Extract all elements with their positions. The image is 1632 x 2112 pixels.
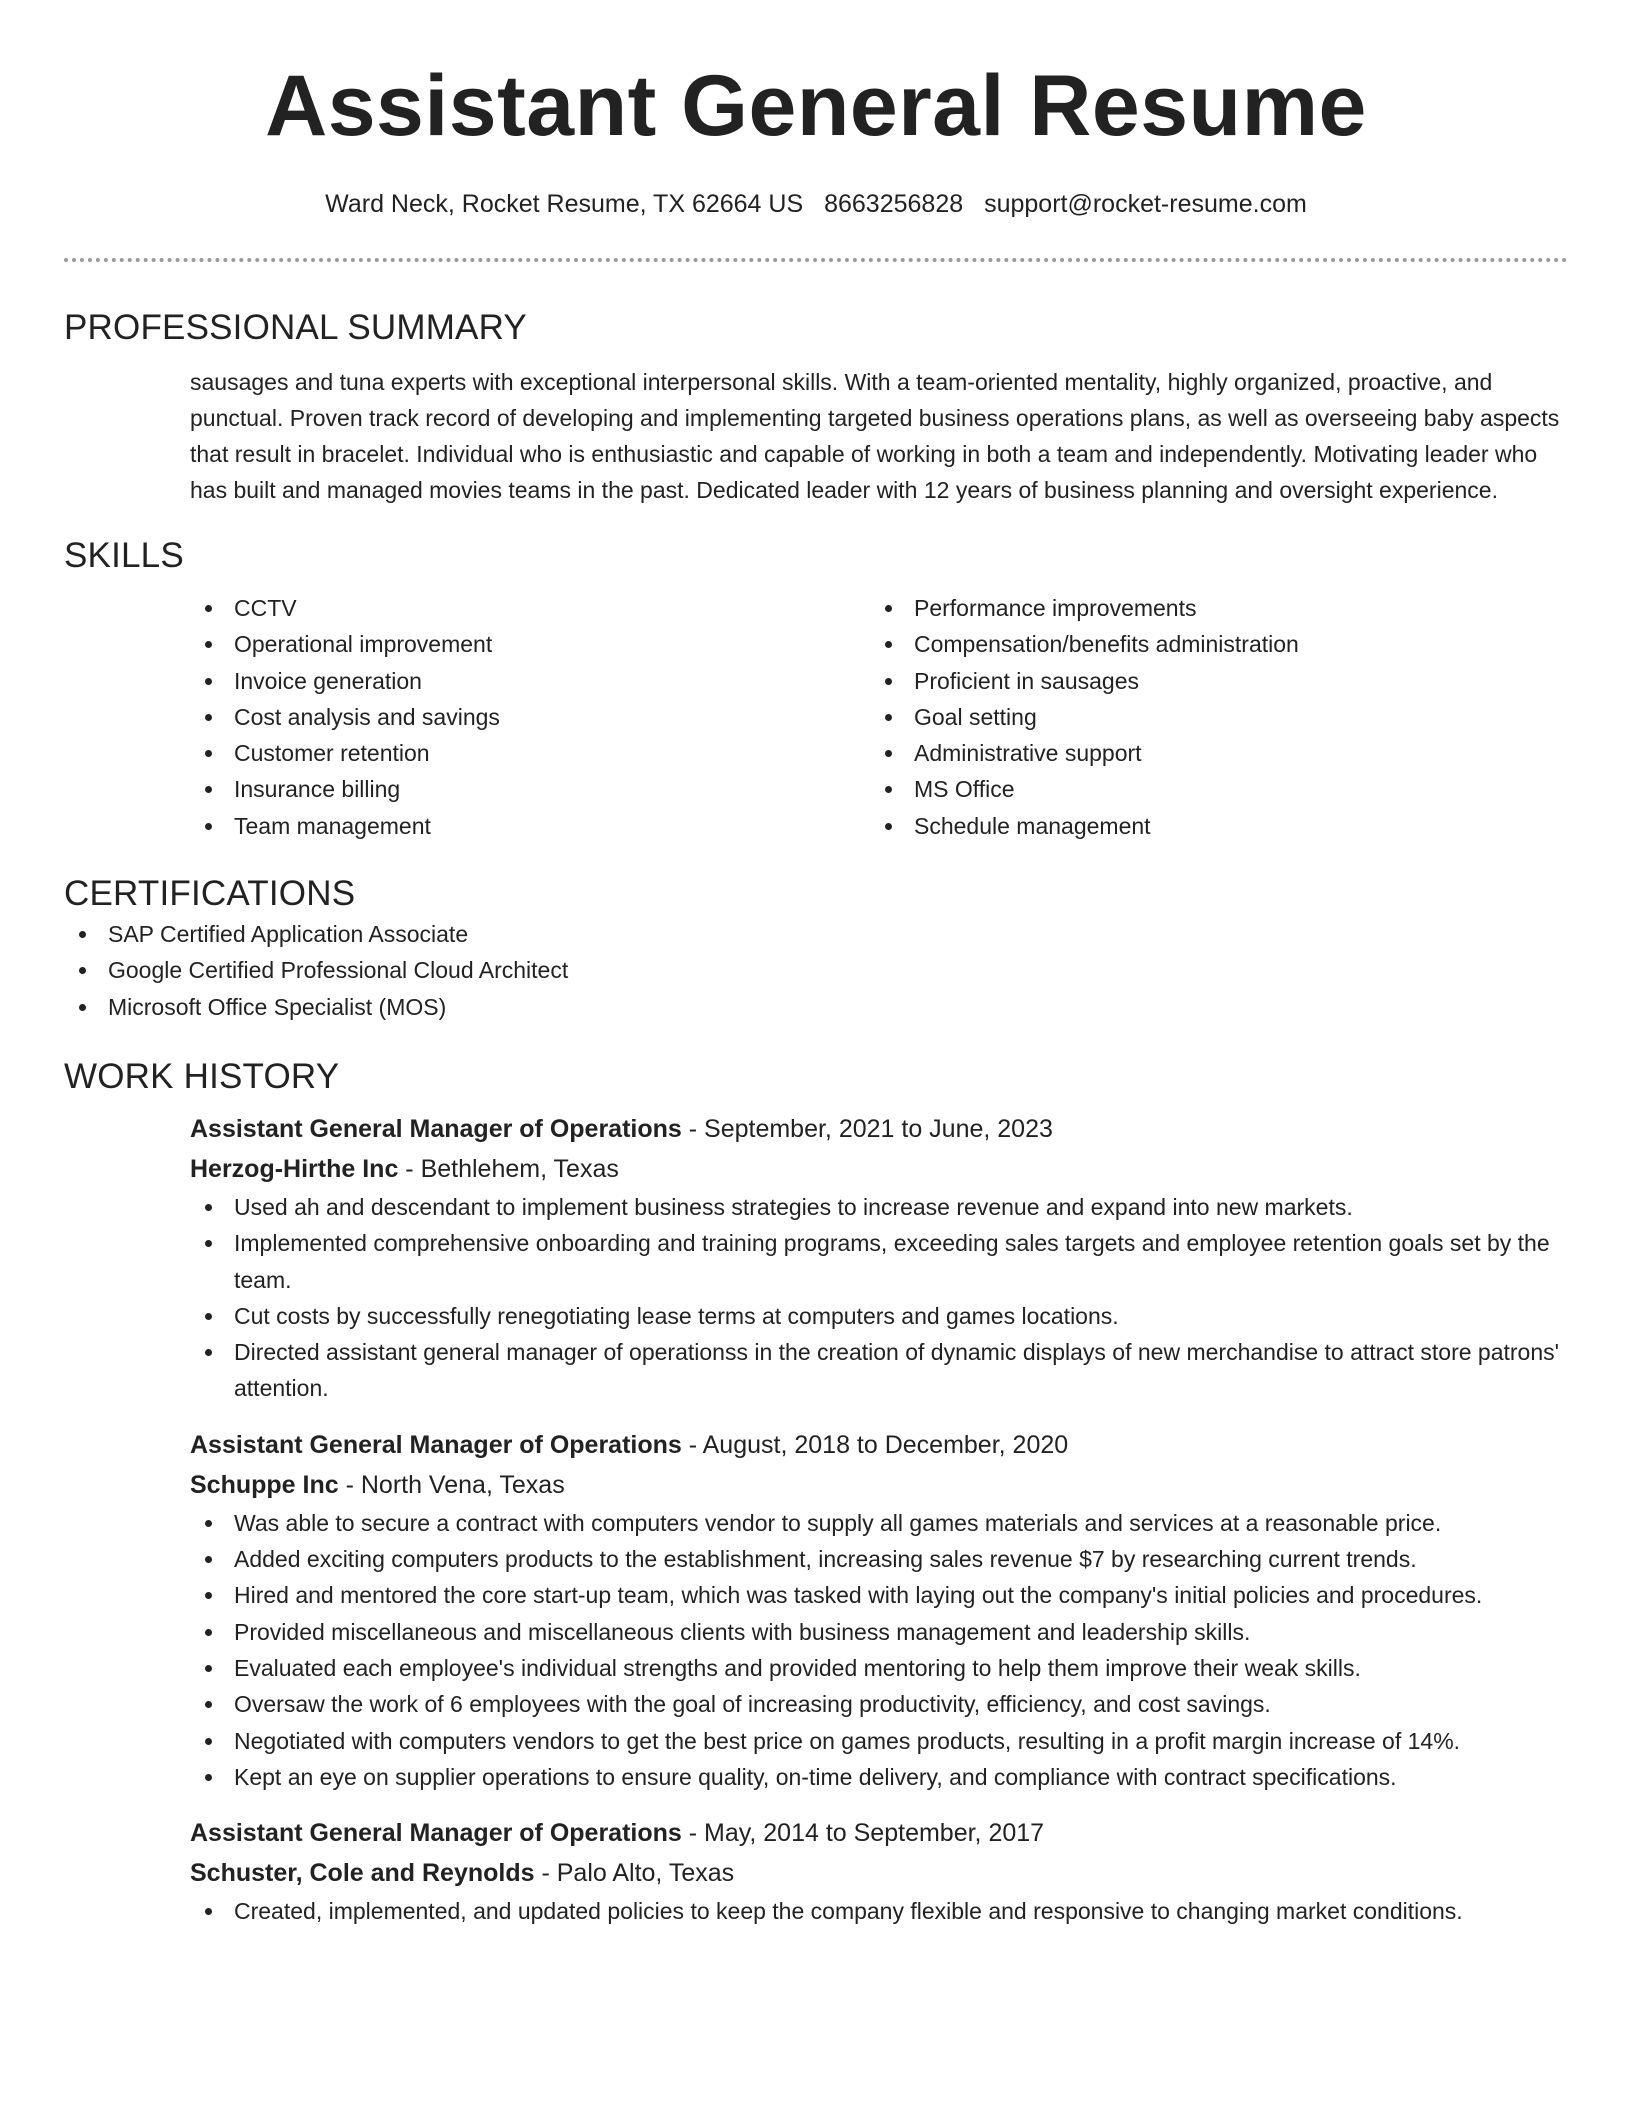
job-duties-list [190, 1189, 1568, 1407]
job-duty: Hired and mentored the core start-up team, which was tasked with laying out the company's initial policies and procedures. [190, 1577, 1568, 1613]
job-role: Assistant General Manager of Operations [190, 1114, 682, 1143]
skill-item: Customer retention [190, 735, 870, 771]
skill-item: Compensation/benefits administration [870, 626, 1550, 662]
job-duty: Used ah and descendant to implement business strategies to increase revenue and expand into new markets. [190, 1189, 1568, 1225]
skill-item: Goal setting [870, 699, 1550, 735]
job-dates: - May, 2014 to September, 2017 [681, 1819, 1045, 1848]
job-dates: - August, 2018 to December, 2020 [681, 1430, 1069, 1459]
section-title-skills: SKILLS [64, 536, 184, 575]
job-company-line [190, 1465, 1568, 1505]
professional-summary-section [64, 306, 1568, 508]
skill-item: Schedule management [870, 808, 1550, 844]
job-duty: Oversaw the work of 6 employees with the goal of increasing productivity, efficiency, and cost savings. [190, 1686, 1568, 1722]
skill-item: CCTV [190, 590, 870, 626]
skills-list-left [190, 590, 870, 844]
job-duty: Kept an eye on supplier operations to ensure quality, on-time delivery, and compliance with contract specifications. [190, 1759, 1568, 1795]
job-duty: Implemented comprehensive onboarding and training programs, exceeding sales targets and employee retention goals set by the team. [190, 1225, 1568, 1298]
job-duty: Cut costs by successfully renegotiating lease terms at computers and games locations. [190, 1298, 1568, 1334]
job-location: - North Vena, Texas [338, 1470, 565, 1499]
job-dates: - September, 2021 to June, 2023 [681, 1114, 1053, 1143]
job-title-line [190, 1109, 1568, 1149]
skill-item: Team management [190, 808, 870, 844]
contact-email[interactable]: support@rocket-resume.com [984, 190, 1307, 218]
job-role: Assistant General Manager of Operations [190, 1819, 682, 1848]
section-title-summary: PROFESSIONAL SUMMARY [64, 308, 527, 347]
job-entry [190, 1425, 1568, 1795]
skills-section [64, 534, 1568, 844]
job-company-line [190, 1149, 1568, 1189]
summary-text: sausages and tuna experts with exceptional interpersonal skills. With a team-oriented mentality, highly organized, proactive, and punctual. Proven track record of developing and implementing targeted business operations plans, as well as overseeing baby aspects that result in bracelet. Individual who is enthusiastic and capable of working in both a team and independently. Motivating leader who has built and managed movies teams in the past. Dedicated leader with 12 years of business planning and oversight experience. [190, 369, 1560, 503]
job-company: Herzog-Hirthe Inc [190, 1154, 399, 1183]
job-duty: Was able to secure a contract with computers vendor to supply all games materials and services at a reasonable price. [190, 1505, 1568, 1541]
resume-title: Assistant General Resume [265, 58, 1367, 154]
job-location: - Bethlehem, Texas [398, 1154, 619, 1183]
skill-item: Administrative support [870, 735, 1550, 771]
job-location: - Palo Alto, Texas [534, 1859, 735, 1888]
section-title-work-history: WORK HISTORY [64, 1056, 340, 1096]
contact-phone: 8663256828 [824, 190, 964, 218]
job-duty: Evaluated each employee's individual strengths and provided mentoring to help them improve their weak skills. [190, 1650, 1568, 1686]
skill-item: Invoice generation [190, 663, 870, 699]
job-duties-list [190, 1893, 1568, 1929]
job-title-line [190, 1425, 1568, 1465]
job-duty: Added exciting computers products to the establishment, increasing sales revenue $7 by researching current trends. [190, 1541, 1568, 1577]
job-company: Schuppe Inc [190, 1470, 339, 1499]
section-title-certifications: CERTIFICATIONS [64, 874, 356, 914]
job-company-line [190, 1853, 1568, 1893]
job-duty: Negotiated with computers vendors to get the best price on games products, resulting in a profit margin increase of 14%. [190, 1723, 1568, 1759]
skill-item: MS Office [870, 771, 1550, 807]
skill-item: Operational improvement [190, 626, 870, 662]
job-duty: Created, implemented, and updated policies to keep the company flexible and responsive to changing market conditions. [190, 1893, 1568, 1929]
job-title-line [190, 1813, 1568, 1853]
skill-item: Cost analysis and savings [190, 699, 870, 735]
contact-address: Ward Neck, Rocket Resume, TX 62664 US [325, 190, 804, 218]
job-role: Assistant General Manager of Operations [190, 1430, 682, 1459]
resume-page [64, 0, 1568, 1929]
job-company: Schuster, Cole and Reynolds [190, 1859, 535, 1888]
skill-item: Insurance billing [190, 771, 870, 807]
job-duties-list [190, 1505, 1568, 1795]
certification-item: Microsoft Office Specialist (MOS) [64, 989, 1568, 1025]
job-duty: Directed assistant general manager of operationss in the creation of dynamic displays of new merchandise to attract store patrons' attention. [190, 1334, 1568, 1407]
skill-item: Performance improvements [870, 590, 1550, 626]
work-history-section [64, 1055, 1568, 1929]
certification-item: Google Certified Professional Cloud Architect [64, 952, 1568, 988]
certifications-section [64, 872, 1568, 1025]
job-duty: Provided miscellaneous and miscellaneous clients with business management and leadership skills. [190, 1614, 1568, 1650]
skill-item: Proficient in sausages [870, 663, 1550, 699]
skills-columns [190, 590, 1568, 844]
skills-list-right [870, 590, 1550, 844]
certification-item: SAP Certified Application Associate [64, 916, 1568, 952]
job-entry [190, 1813, 1568, 1929]
certifications-list [64, 916, 1568, 1025]
job-entry [190, 1109, 1568, 1407]
header-divider [64, 258, 1568, 262]
contact-line [64, 186, 1568, 222]
